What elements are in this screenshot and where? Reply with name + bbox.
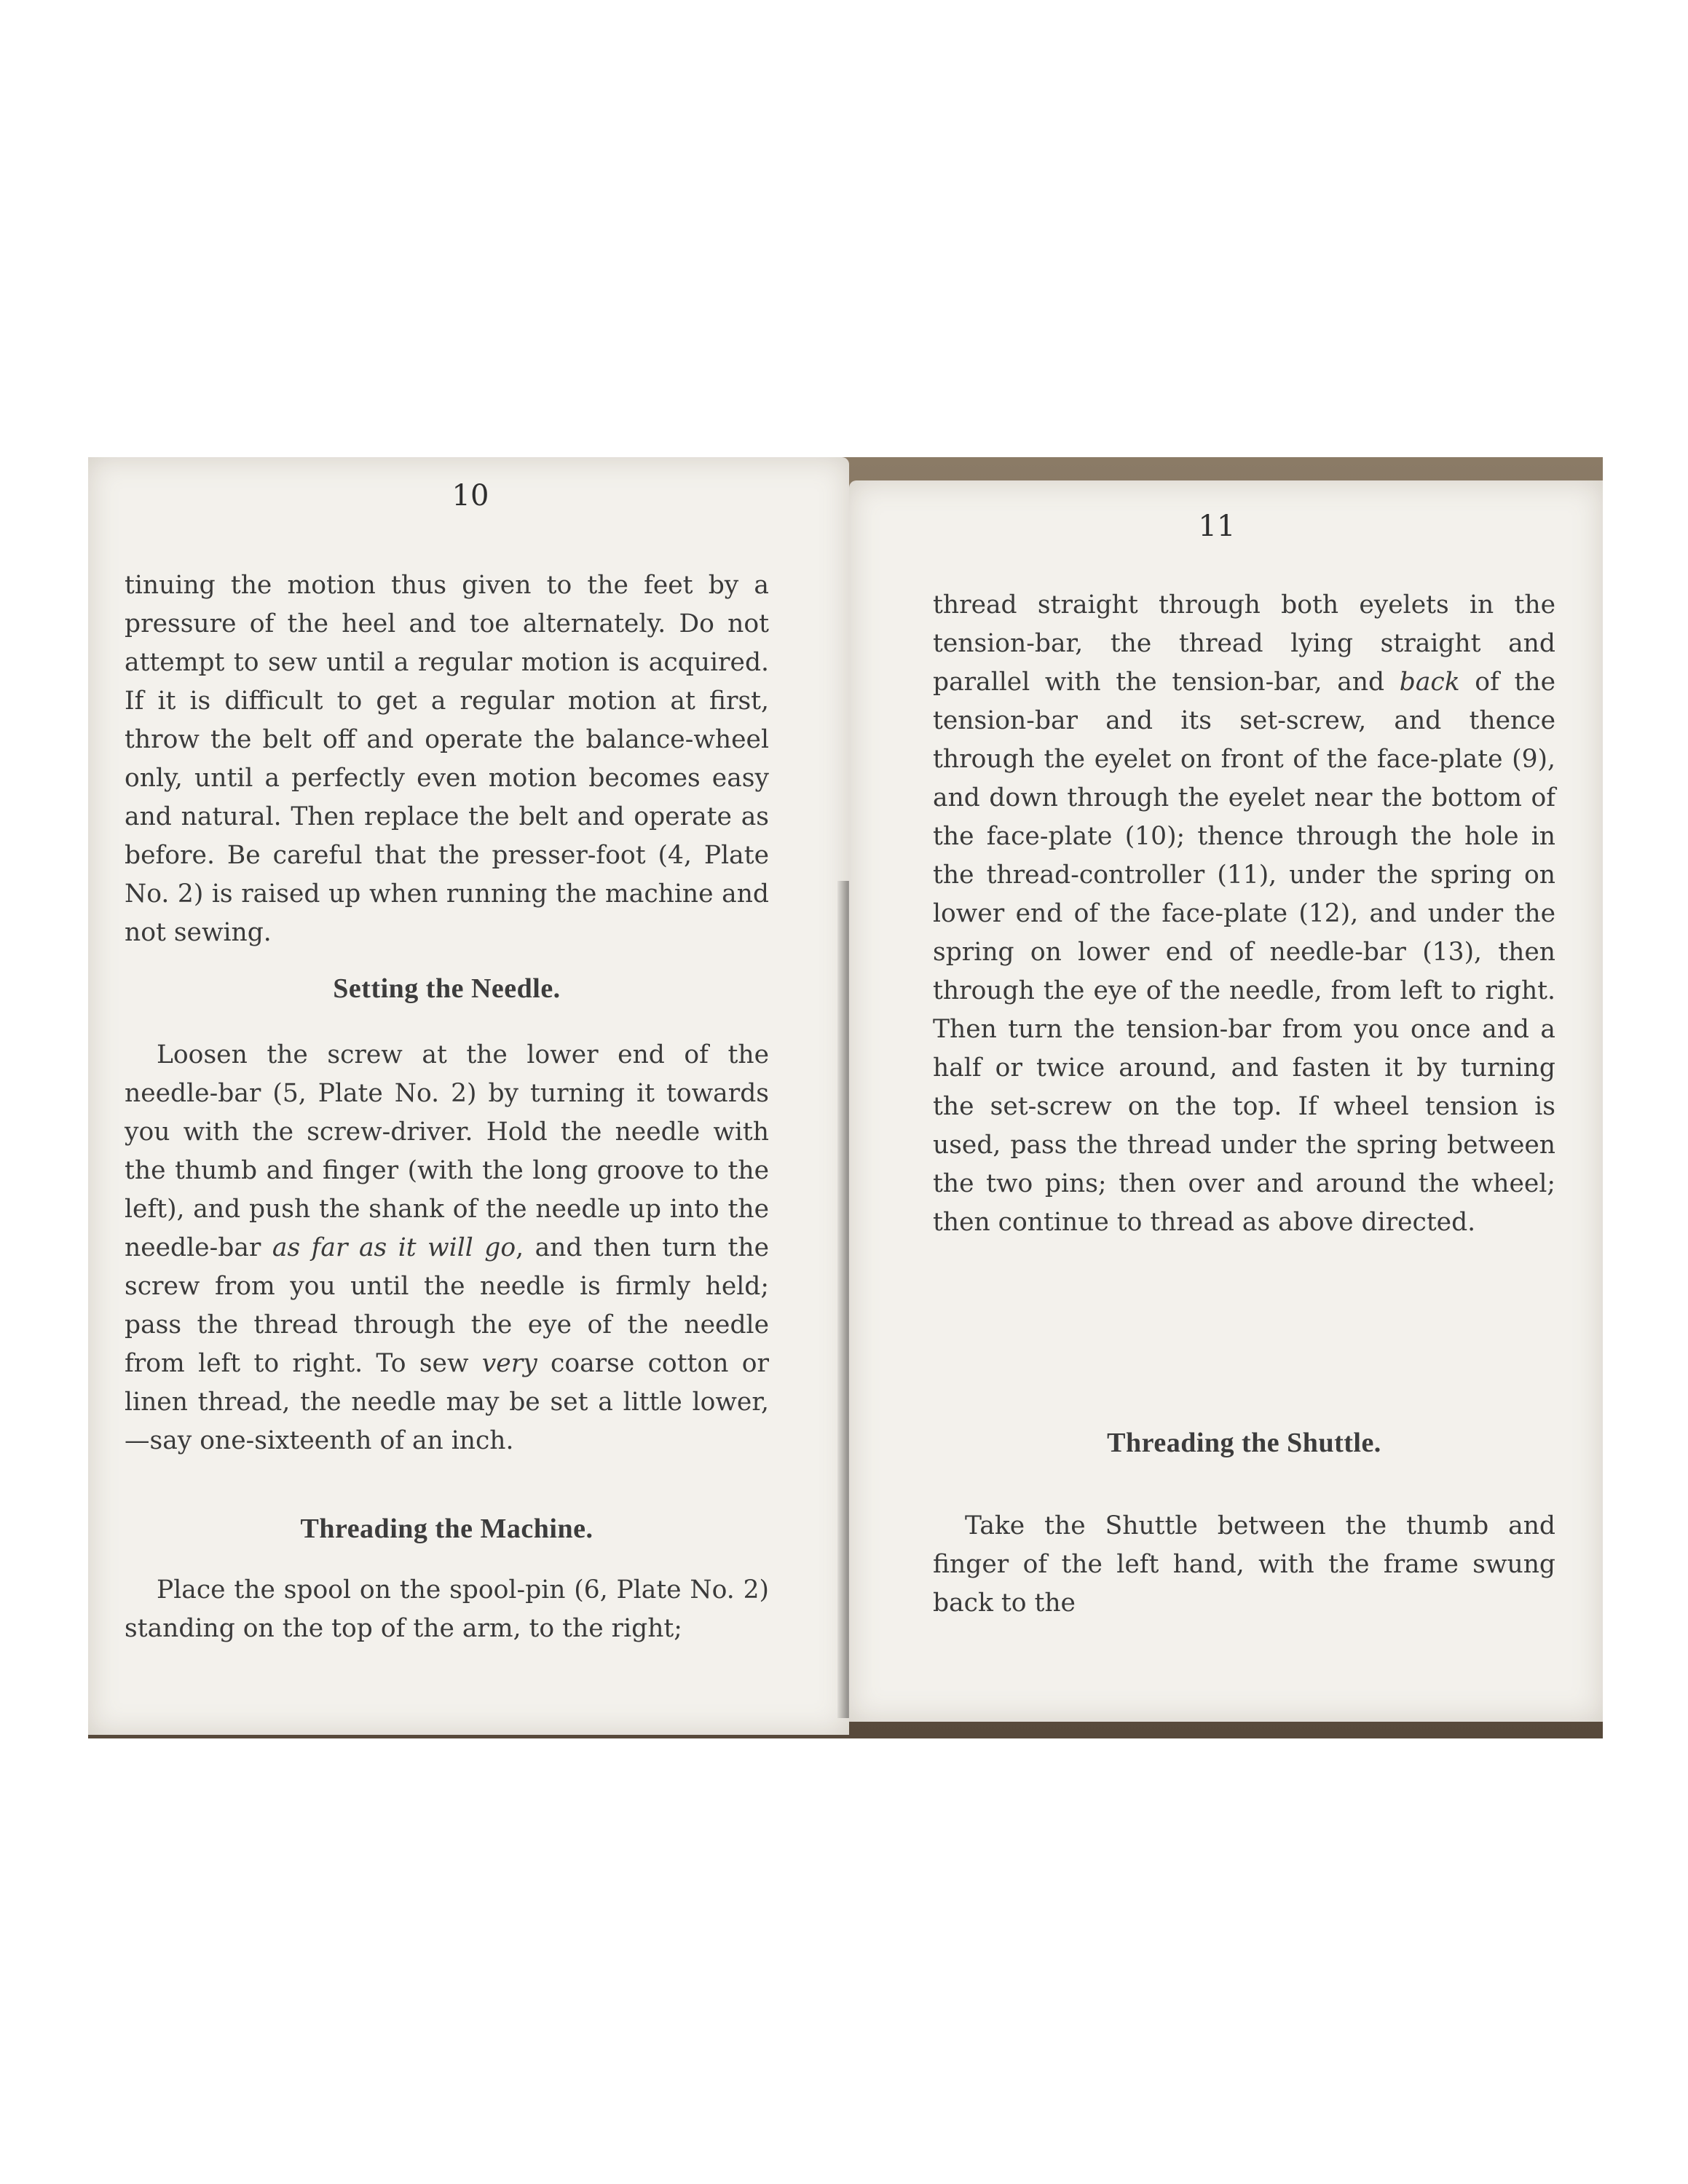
right-paragraph-1-a: thread straight through both eyelets in the tension-bar, the thread lying straight and parallel with the tension-bar, and bbox=[933, 590, 1555, 697]
heading-threading-the-shuttle: Threading the Shuttle. bbox=[1107, 1428, 1381, 1458]
right-page bbox=[849, 480, 1603, 1722]
left-page bbox=[88, 457, 849, 1735]
right-paragraph-2 bbox=[933, 1507, 1555, 1623]
right-paragraph-1 bbox=[933, 586, 1555, 1242]
left-paragraph-3-text: Place the spool on the spool-pin (6, Plate No. 2) standing on the top of the arm, to the right; bbox=[125, 1575, 769, 1643]
left-paragraph-1 bbox=[125, 566, 769, 952]
left-paragraph-2-b: , and then turn the screw from you until the needle is firmly held; pass the thread through the eye of the needle from left to right. To sew bbox=[125, 1233, 769, 1378]
left-paragraph-1-text: tinuing the motion thus given to the feet by a pressure of the heel and toe alternately. Do not attempt to sew until a regular motion is acquired. If it is difficult to get a regular motion at first, throw the belt off and operate the balance-wheel only, until a perfectly even motion becomes easy and natural. Then replace the belt and operate as before. Be careful that the presser-foot (4, Plate No. 2) is raised up when running the machine and not sewing. bbox=[125, 571, 769, 947]
left-paragraph-2-emphasis: as far as it will go bbox=[272, 1233, 516, 1262]
left-paragraph-2-emphasis-2: very bbox=[481, 1349, 537, 1378]
heading-threading-the-machine: Threading the Machine. bbox=[300, 1514, 593, 1544]
left-paragraph-2-a: Loosen the screw at the lower end of the needle-bar (5, Plate No. 2) by turning it towards you with the screw-driver. Hold the needle with the thumb and finger (with the long groove to the left), and push the shank of the needle up into the needle-bar bbox=[125, 1040, 769, 1262]
page-number-right: 11 bbox=[1198, 510, 1236, 543]
left-paragraph-2-c: coarse cotton or linen thread, the needle may be set a little lower,—say one-sixteenth of an inch. bbox=[125, 1349, 769, 1455]
page-number-left: 10 bbox=[451, 479, 489, 513]
left-paragraph-2 bbox=[125, 1036, 769, 1460]
left-paragraph-3 bbox=[125, 1571, 769, 1648]
right-paragraph-1-b: of the tension-bar and its set-screw, and thence through the eyelet on front of the face-plate (9), and down through the eyelet near the bottom of the face-plate (10); thence through the hole in the thread-controller (11), under the spring on lower end of the face-plate (12), and under the spring on lower end of needle-bar (13), then through the eye of the needle, from left to right. Then turn the tension-bar from you once and a half or twice around, and fasten it by turning the set-screw on the top. If wheel tension is used, pass the thread under the spring between the two pins; then over and around the wheel; then continue to thread as above directed. bbox=[933, 668, 1555, 1237]
heading-setting-the-needle: Setting the Needle. bbox=[333, 973, 561, 1004]
right-paragraph-1-emphasis: back bbox=[1399, 668, 1460, 697]
right-paragraph-2-text: Take the Shuttle between the thumb and finger of the left hand, with the frame swung back to the bbox=[933, 1511, 1555, 1618]
